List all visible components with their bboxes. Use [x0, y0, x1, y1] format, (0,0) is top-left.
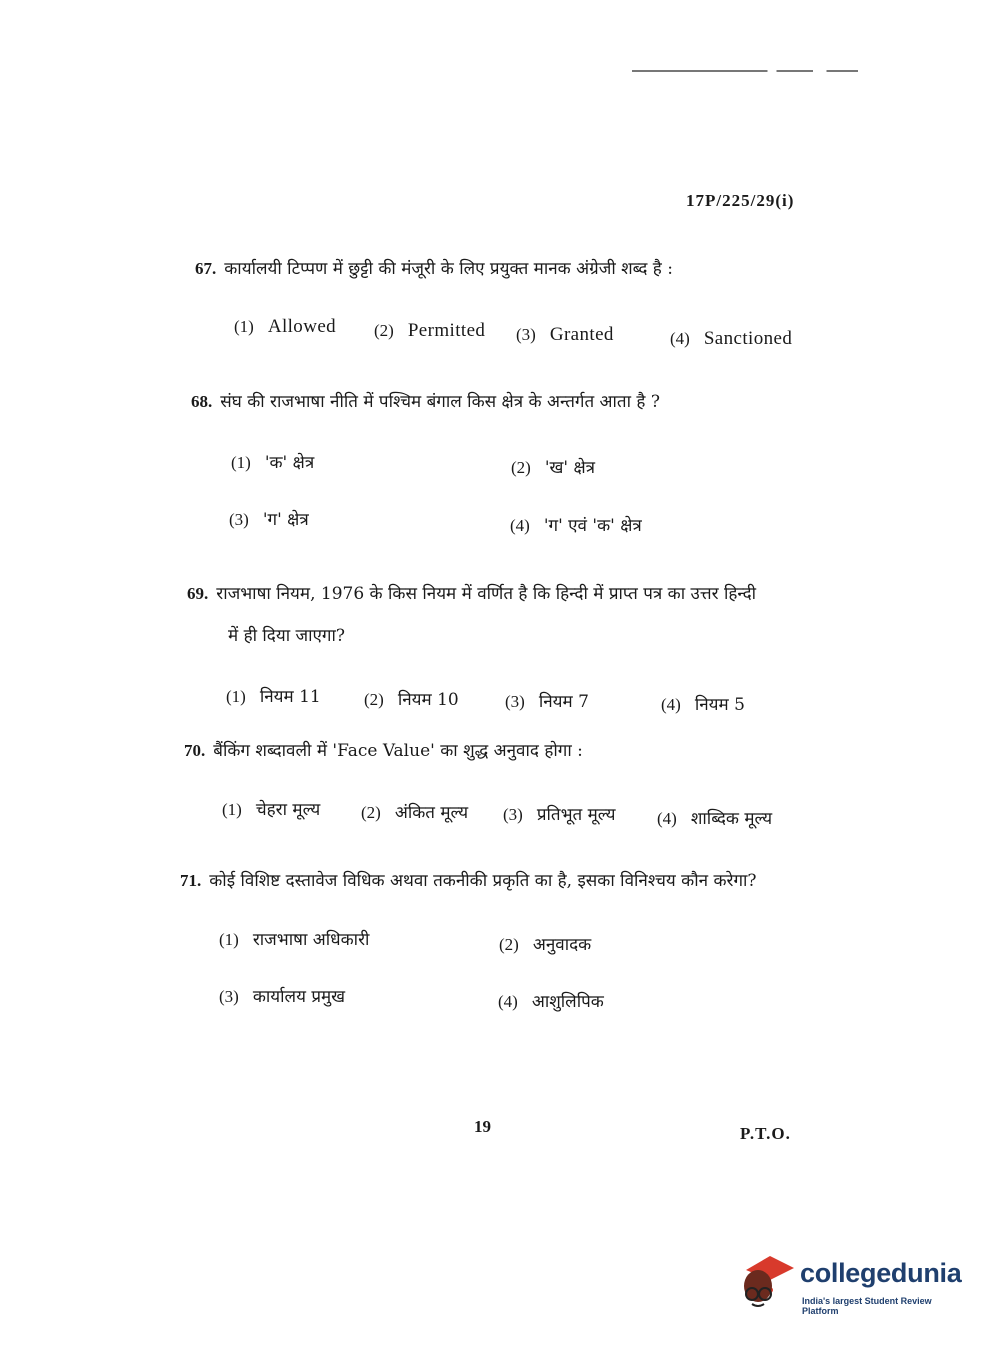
mascot-logo-icon [740, 1248, 796, 1308]
option: (2) अनुवादक [499, 935, 592, 955]
option: (2) नियम 10 [364, 690, 459, 710]
paper-code: 17P/225/29(i) [686, 191, 795, 210]
question-text: राजभाषा नियम, 1976 के किस नियम में वर्णित है कि हिन्दी में प्राप्त पत्र का उत्तर हिन्दी [216, 584, 757, 604]
question-67 [195, 257, 673, 281]
question-68 [191, 390, 660, 414]
brand-watermark [740, 1248, 970, 1318]
question-number: 69. [187, 584, 209, 603]
option: (4) नियम 5 [661, 695, 745, 715]
option: (4) 'ग' एवं 'क' क्षेत्र [510, 516, 642, 536]
question-69 [187, 582, 756, 606]
option: (1) 'क' क्षेत्र [231, 453, 315, 473]
question-text: कार्यालयी टिप्पण में छुट्टी की मंजूरी के लिए प्रयुक्त मानक अंग्रेजी शब्द है : [224, 259, 673, 279]
question-text: संघ की राजभाषा नीति में पश्चिम बंगाल किस क्षेत्र के अन्तर्गत आता है ? [220, 392, 660, 412]
page-number: 19 [474, 1117, 491, 1136]
question-69-line-2 [228, 624, 345, 648]
option: (3) प्रतिभूत मूल्य [503, 805, 616, 825]
option: (4) शाब्दिक मूल्य [657, 809, 773, 829]
question-number: 67. [195, 259, 217, 278]
question-text: बैंकिंग शब्दावली में 'Face Value' का शुद्ध अनुवाद होगा : [213, 741, 583, 761]
question-text-continued: में ही दिया जाएगा? [228, 626, 346, 646]
option: (3) 'ग' क्षेत्र [229, 510, 309, 530]
option: (2) Permitted [374, 320, 486, 341]
option: (1) Allowed [234, 316, 337, 337]
option: (1) राजभाषा अधिकारी [219, 930, 370, 950]
brand-name: collegedunia [800, 1258, 962, 1288]
option: (4) आशुलिपिक [498, 992, 604, 1012]
question-70 [184, 739, 583, 763]
option: (4) Sanctioned [670, 328, 793, 349]
question-number: 68. [191, 392, 213, 411]
option: (2) 'ख' क्षेत्र [511, 458, 596, 478]
scan-artifact-line [632, 70, 858, 72]
option: (1) चेहरा मूल्य [222, 800, 321, 820]
question-number: 70. [184, 741, 206, 760]
question-text: कोई विशिष्ट दस्तावेज विधिक अथवा तकनीकी प्रकृति का है, इसका विनिश्चय कौन करेगा? [209, 871, 757, 891]
option: (3) कार्यालय प्रमुख [219, 987, 346, 1007]
question-71 [180, 869, 757, 893]
pto-label: P.T.O. [740, 1124, 791, 1143]
option: (3) नियम 7 [505, 692, 589, 712]
option: (3) Granted [516, 324, 614, 345]
question-number: 71. [180, 871, 202, 890]
option: (1) नियम 11 [226, 687, 321, 707]
option: (2) अंकित मूल्य [361, 803, 469, 823]
brand-tagline: India's largest Student Review Platform [802, 1296, 932, 1316]
